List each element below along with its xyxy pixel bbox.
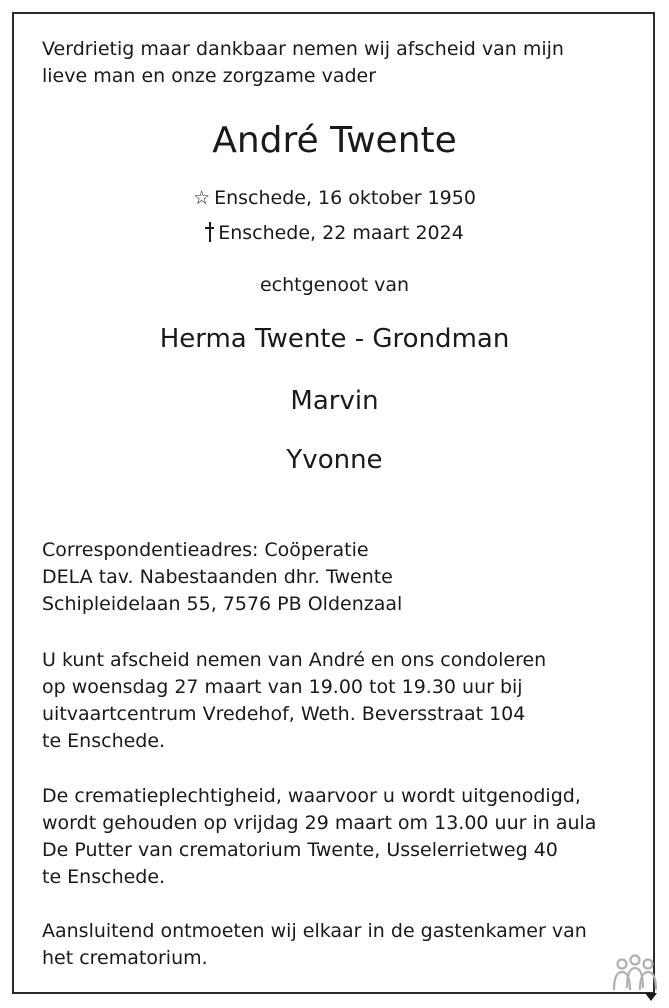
death-date: Enschede, 22 maart 2024 <box>218 222 464 244</box>
spouse-name: Herma Twente - Grondman <box>159 324 510 354</box>
correspondence-line-2: DELA tav. Nabestaanden dhr. Twente <box>42 566 393 588</box>
child-name-1: Marvin <box>290 386 379 416</box>
gathering-line-1: Aansluitend ontmoeten wij elkaar in de gastenkamer van <box>42 920 587 942</box>
intro-line-2: lieve man en onze zorgzame vader <box>42 65 377 87</box>
death-line <box>0 222 669 243</box>
people-group-icon <box>608 952 662 1002</box>
arrow-down-icon <box>645 993 657 1001</box>
farewell-line-3: uitvaartcentrum Vredehof, Weth. Beversstraat 104 <box>42 703 526 725</box>
birth-line <box>0 189 669 208</box>
correspondence-line-1: Correspondentieadres: Coöperatie <box>42 539 369 561</box>
star-icon: ☆ <box>193 187 211 209</box>
farewell-line-4: te Enschede. <box>42 730 166 752</box>
farewell-line-1: U kunt afscheid nemen van André en ons condoleren <box>42 649 547 671</box>
ceremony-line-3: De Putter van crematorium Twente, Usselerrietweg 40 <box>42 839 558 861</box>
child-name-2: Yvonne <box>286 445 383 475</box>
ceremony-line-4: te Enschede. <box>42 866 166 888</box>
correspondence-line-3: Schipleidelaan 55, 7576 PB Oldenzaal <box>42 593 403 615</box>
gathering-line-2: het crematorium. <box>42 947 208 969</box>
deceased-name: André Twente <box>212 120 457 161</box>
farewell-line-2: op woensdag 27 maart van 19.00 tot 19.30 uur bij <box>42 676 523 698</box>
ceremony-line-1: De crematieplechtigheid, waarvoor u wordt uitgenodigd, <box>42 785 581 807</box>
intro-line-1: Verdrietig maar dankbaar nemen wij afscheid van mijn <box>42 38 564 60</box>
people-figures <box>614 956 656 991</box>
birth-date: Enschede, 16 oktober 1950 <box>214 187 476 209</box>
ceremony-line-2: wordt gehouden op vrijdag 29 maart om 13.00 uur in aula <box>42 812 597 834</box>
spouse-label: echtgenoot van <box>259 274 410 296</box>
cross-icon <box>205 222 214 242</box>
